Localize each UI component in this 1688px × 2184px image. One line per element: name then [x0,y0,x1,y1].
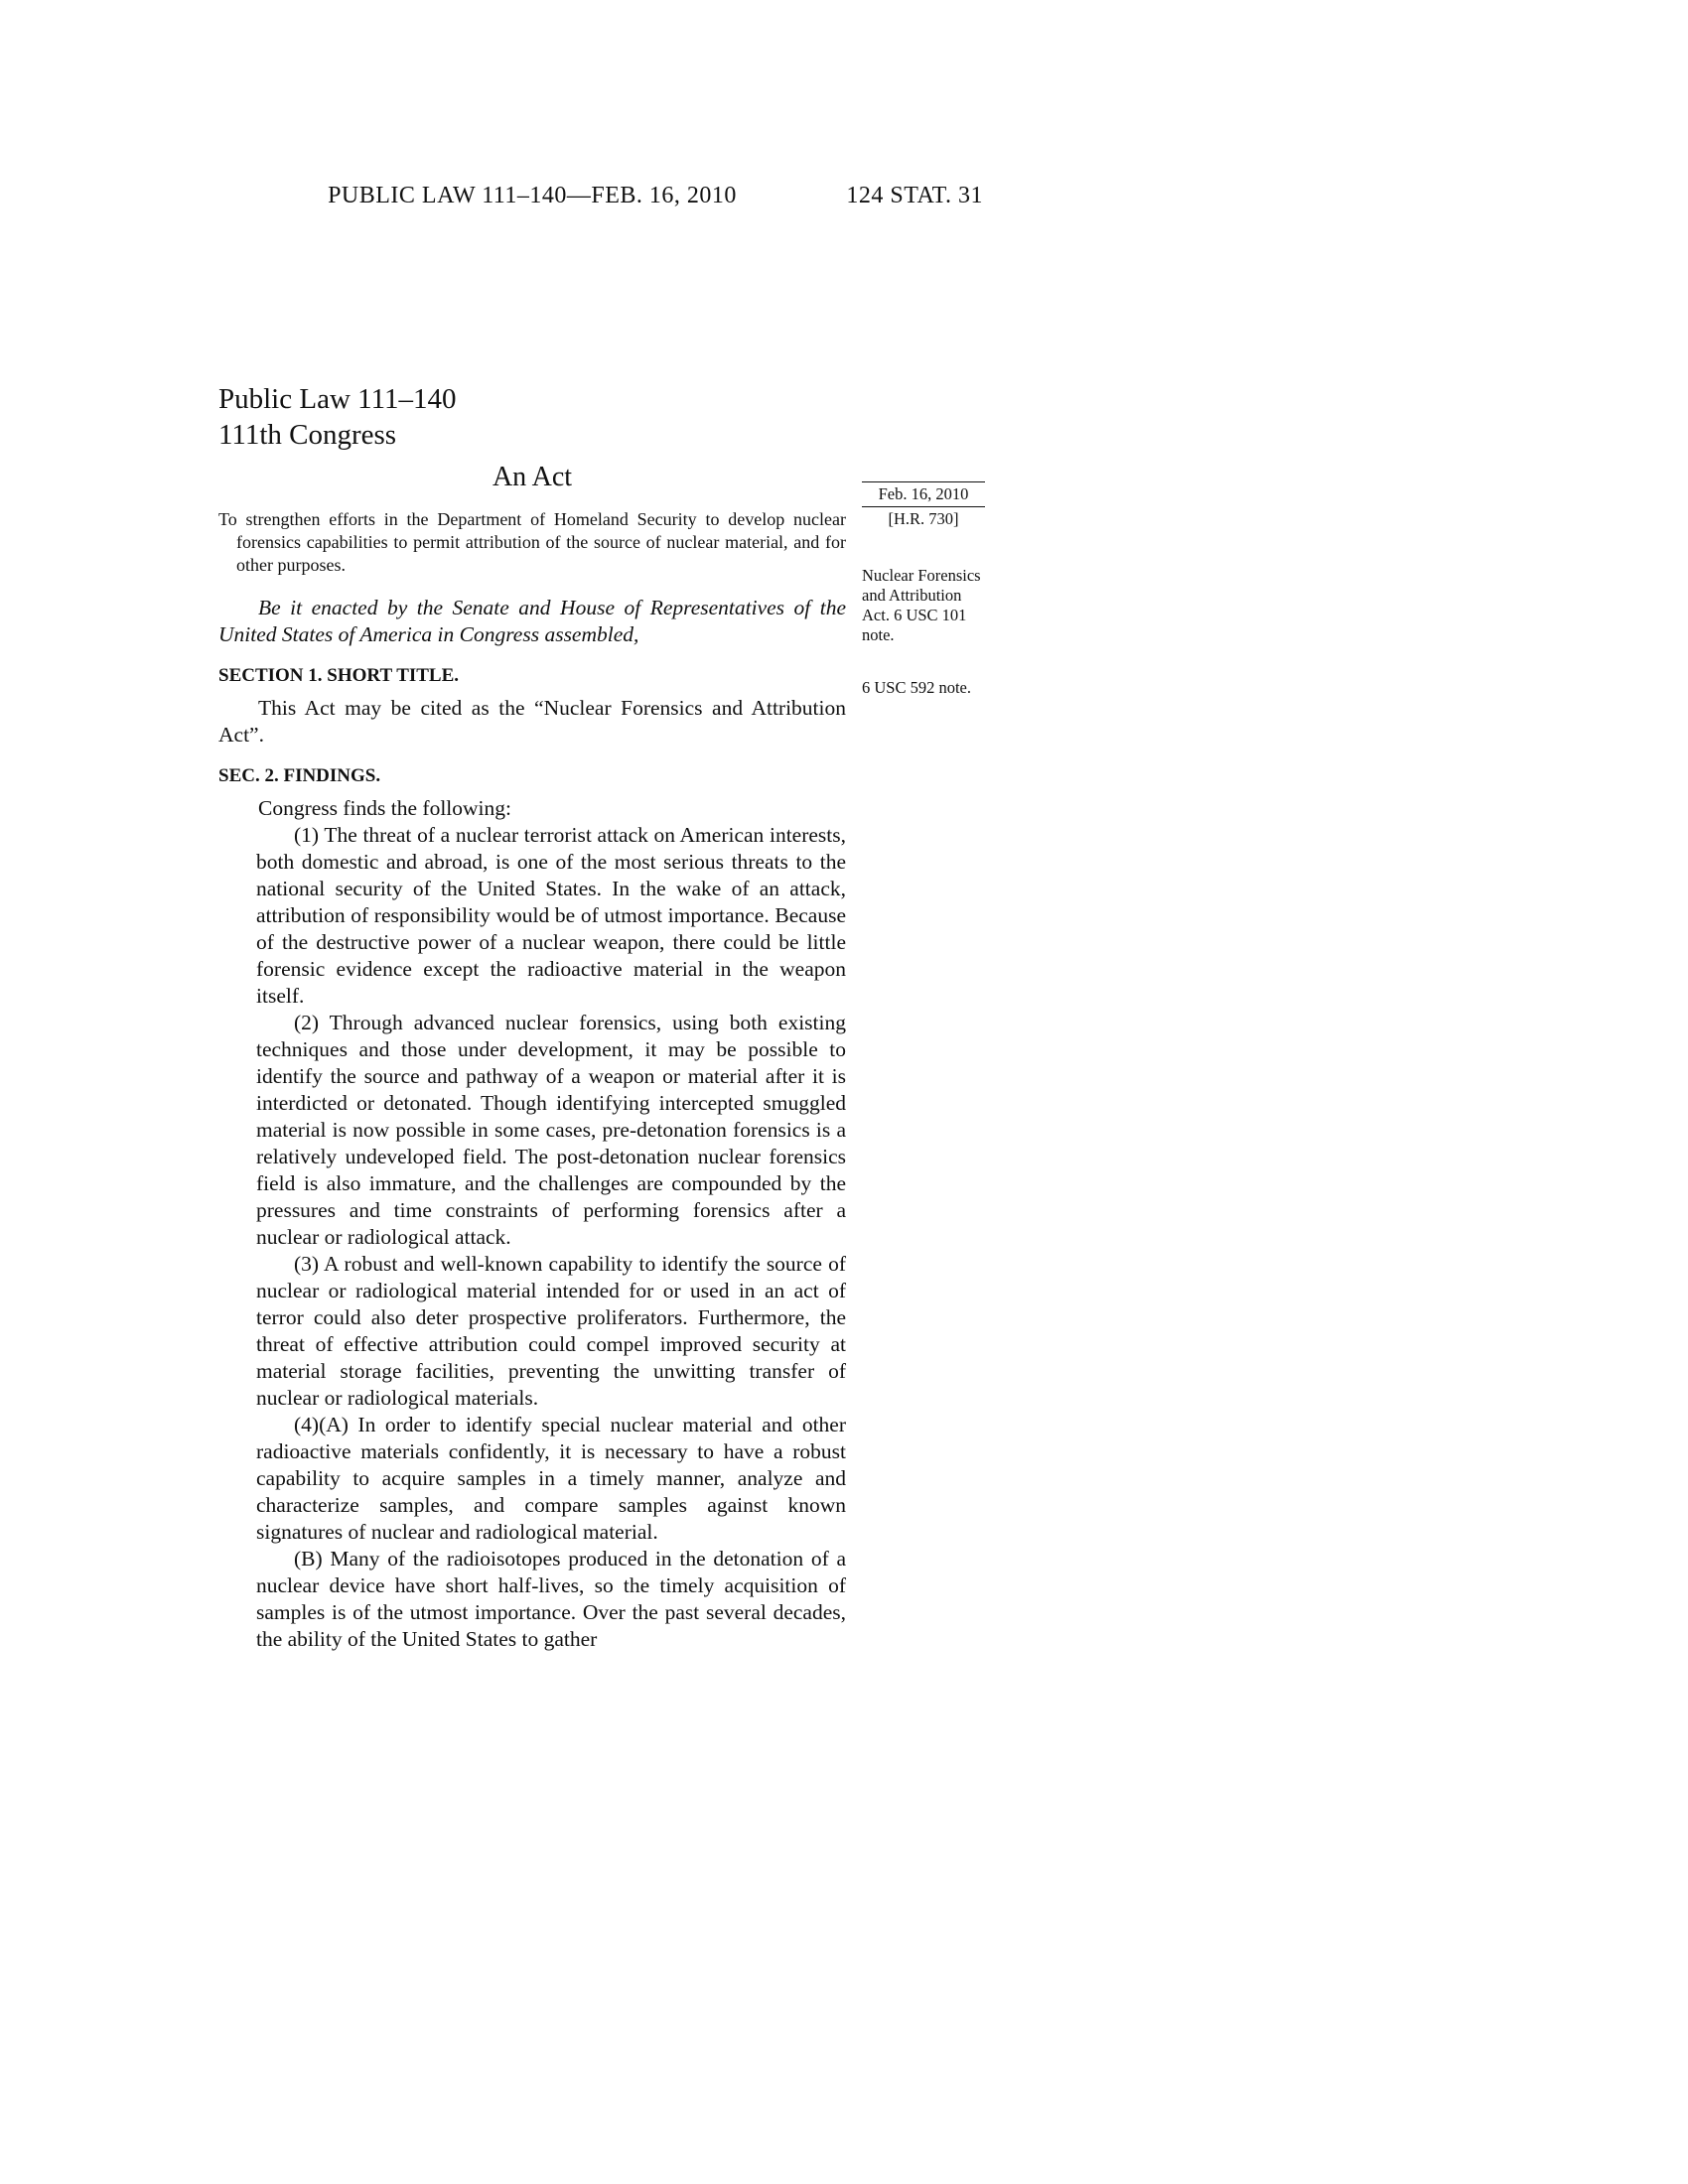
finding-4b: (B) Many of the radioisotopes produced in the detonation of a nuclear device have short half-lives, so the timely acquisition of samples is of the utmost importance. Over the past several decades, the ability of the United States to gather [256,1547,846,1651]
findings-intro: Congress finds the following: [258,796,511,820]
act-heading: An Act [492,462,573,492]
congress-number: 111th Congress [218,419,397,451]
margin-note-usc592-text: 6 USC 592 note. [862,678,972,697]
margin-note-act-title: Nuclear Forensics and Attribution Act. [862,566,981,624]
margin-note-bill-number: [H.R. 730] [888,509,959,528]
margin-note-usc101: 6 USC 101 note. [862,606,967,644]
header-stat-citation: 124 STAT. 31 [846,183,983,208]
margin-note-act-block [862,566,985,645]
margin-note-usc592 [862,678,985,698]
finding-4a: (4)(A) In order to identify special nuclear material and other radioactive materials confidently, it is necessary to have a robust capability to acquire samples in a timely manner, analyze and characterize samples, and compare samples against known signatures of nuclear and radiological material. [256,1413,846,1544]
section2-heading: SEC. 2. FINDINGS. [218,765,381,786]
main-column [218,381,846,1653]
section1-text: This Act may be cited as the “Nuclear Forensics and Attribution Act”. [218,696,846,747]
margin-note-date: Feb. 16, 2010 [862,484,985,507]
header-law-title: PUBLIC LAW 111–140—FEB. 16, 2010 [328,183,737,208]
enacting-clause: Be it enacted by the Senate and House of Representatives of the United States of America in Congress assembled, [218,596,846,646]
page-header [218,183,983,216]
finding-1: (1) The threat of a nuclear terrorist attack on American interests, both domestic and abroad, is one of the most serious threats to the national security of the United States. In the wake of an attack, attribution of responsibility would be of utmost importance. Because of the destructive power of a nuclear weapon, there could be little forensic evidence except the radioactive material in the weapon itself. [256,823,846,1008]
margin-note-rule [862,481,985,482]
preamble-text: To strengthen efforts in the Department of Homeland Security to develop nuclear forensics capabilities to permit attribution of the source of nuclear material, and for other purposes. [218,509,846,575]
public-law-number: Public Law 111–140 [218,383,457,415]
section1-heading: SECTION 1. SHORT TITLE. [218,665,460,686]
finding-2: (2) Through advanced nuclear forensics, using both existing techniques and those under development, it may be possible to identify the source and pathway of a weapon or material after it is interdicted or detonated. Though identifying intercepted smuggled material is now possible in some cases, pre-detonation forensics is a relatively undeveloped field. The post-detonation nuclear forensics field is also immature, and the challenges are compounded by the pressures and time constraints of performing forensics after a nuclear or radiological attack. [256,1011,846,1249]
margin-note-date-block [862,481,985,529]
finding-3: (3) A robust and well-known capability to identify the source of nuclear or radiological material intended for or used in an act of terror could also deter prospective proliferators. Furthermore, the threat of effective attribution could compel improved security at material storage facilities, preventing the unwitting transfer of nuclear or radiological materials. [256,1252,846,1410]
